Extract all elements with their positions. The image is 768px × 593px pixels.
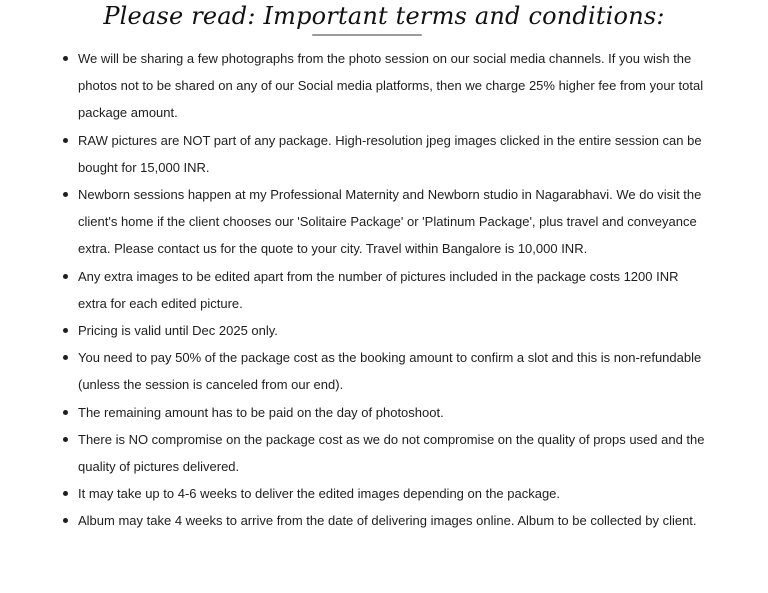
term-item — [60, 45, 750, 127]
term-item — [60, 399, 750, 426]
term-text-line: There is NO compromise on the package cost as we do not compromise on the quality of props used and the — [78, 431, 705, 447]
term-text-line: extra for each edited picture. — [78, 295, 243, 311]
page-title: Please read: Important terms and conditions: — [103, 2, 665, 30]
bullet-icon — [63, 437, 68, 442]
term-text-line: (unless the session is canceled from our end). — [78, 377, 344, 393]
title-underline-divider — [312, 34, 422, 36]
term-text-line: It may take up to 4-6 weeks to deliver the edited images depending on the package. — [78, 486, 561, 502]
bullet-icon — [63, 491, 68, 496]
bullet-icon — [63, 355, 68, 360]
term-text-line: Album may take 4 weeks to arrive from the date of delivering images online. Album to be collected by client. — [78, 513, 697, 529]
term-text-line: We will be sharing a few photographs from the photo session on our social media channels. If you wish the — [78, 51, 692, 66]
term-text-line: Newborn sessions happen at my Professional Maternity and Newborn studio in Nagarabhavi. We do visit the — [78, 187, 702, 203]
term-text-line: client's home if the client chooses our 'Solitaire Package' or 'Platinum Package', plus travel and conveyance — [78, 214, 697, 230]
term-text-line: bought for 15,000 INR. — [78, 159, 210, 175]
bullet-icon — [63, 518, 68, 523]
bullet-icon — [63, 56, 68, 61]
term-item — [60, 127, 750, 181]
term-text-line: package amount. — [78, 105, 178, 121]
terms-list — [60, 45, 750, 535]
term-item — [60, 317, 750, 344]
bullet-icon — [63, 274, 68, 279]
term-text-line: RAW pictures are NOT part of any package. High-resolution jpeg images clicked in the entire session can be — [78, 132, 702, 148]
term-text-line: quality of pictures delivered. — [78, 459, 240, 475]
bullet-icon — [63, 138, 68, 143]
term-item — [60, 181, 750, 263]
bullet-icon — [63, 192, 68, 197]
bullet-icon — [63, 328, 68, 333]
term-item — [60, 480, 750, 507]
bullet-icon — [63, 410, 68, 415]
term-item — [60, 507, 750, 534]
term-text-line: You need to pay 50% of the package cost as the booking amount to confirm a slot and this is non-refundable — [78, 350, 702, 366]
term-item — [60, 263, 750, 317]
term-item — [60, 426, 750, 480]
term-text-line: photos not to be shared on any of our Social media platforms, then we charge 25% higher fee from your total — [78, 78, 704, 94]
term-text-line: The remaining amount has to be paid on the day of photoshoot. — [78, 404, 444, 420]
term-text-line: Any extra images to be edited apart from the number of pictures included in the package costs 1200 INR — [78, 268, 679, 284]
term-text-line: extra. Please contact us for the quote to your city. Travel within Bangalore is 10,000 INR. — [78, 241, 588, 257]
term-item — [60, 344, 750, 398]
term-text-line: Pricing is valid until Dec 2025 only. — [78, 323, 278, 339]
